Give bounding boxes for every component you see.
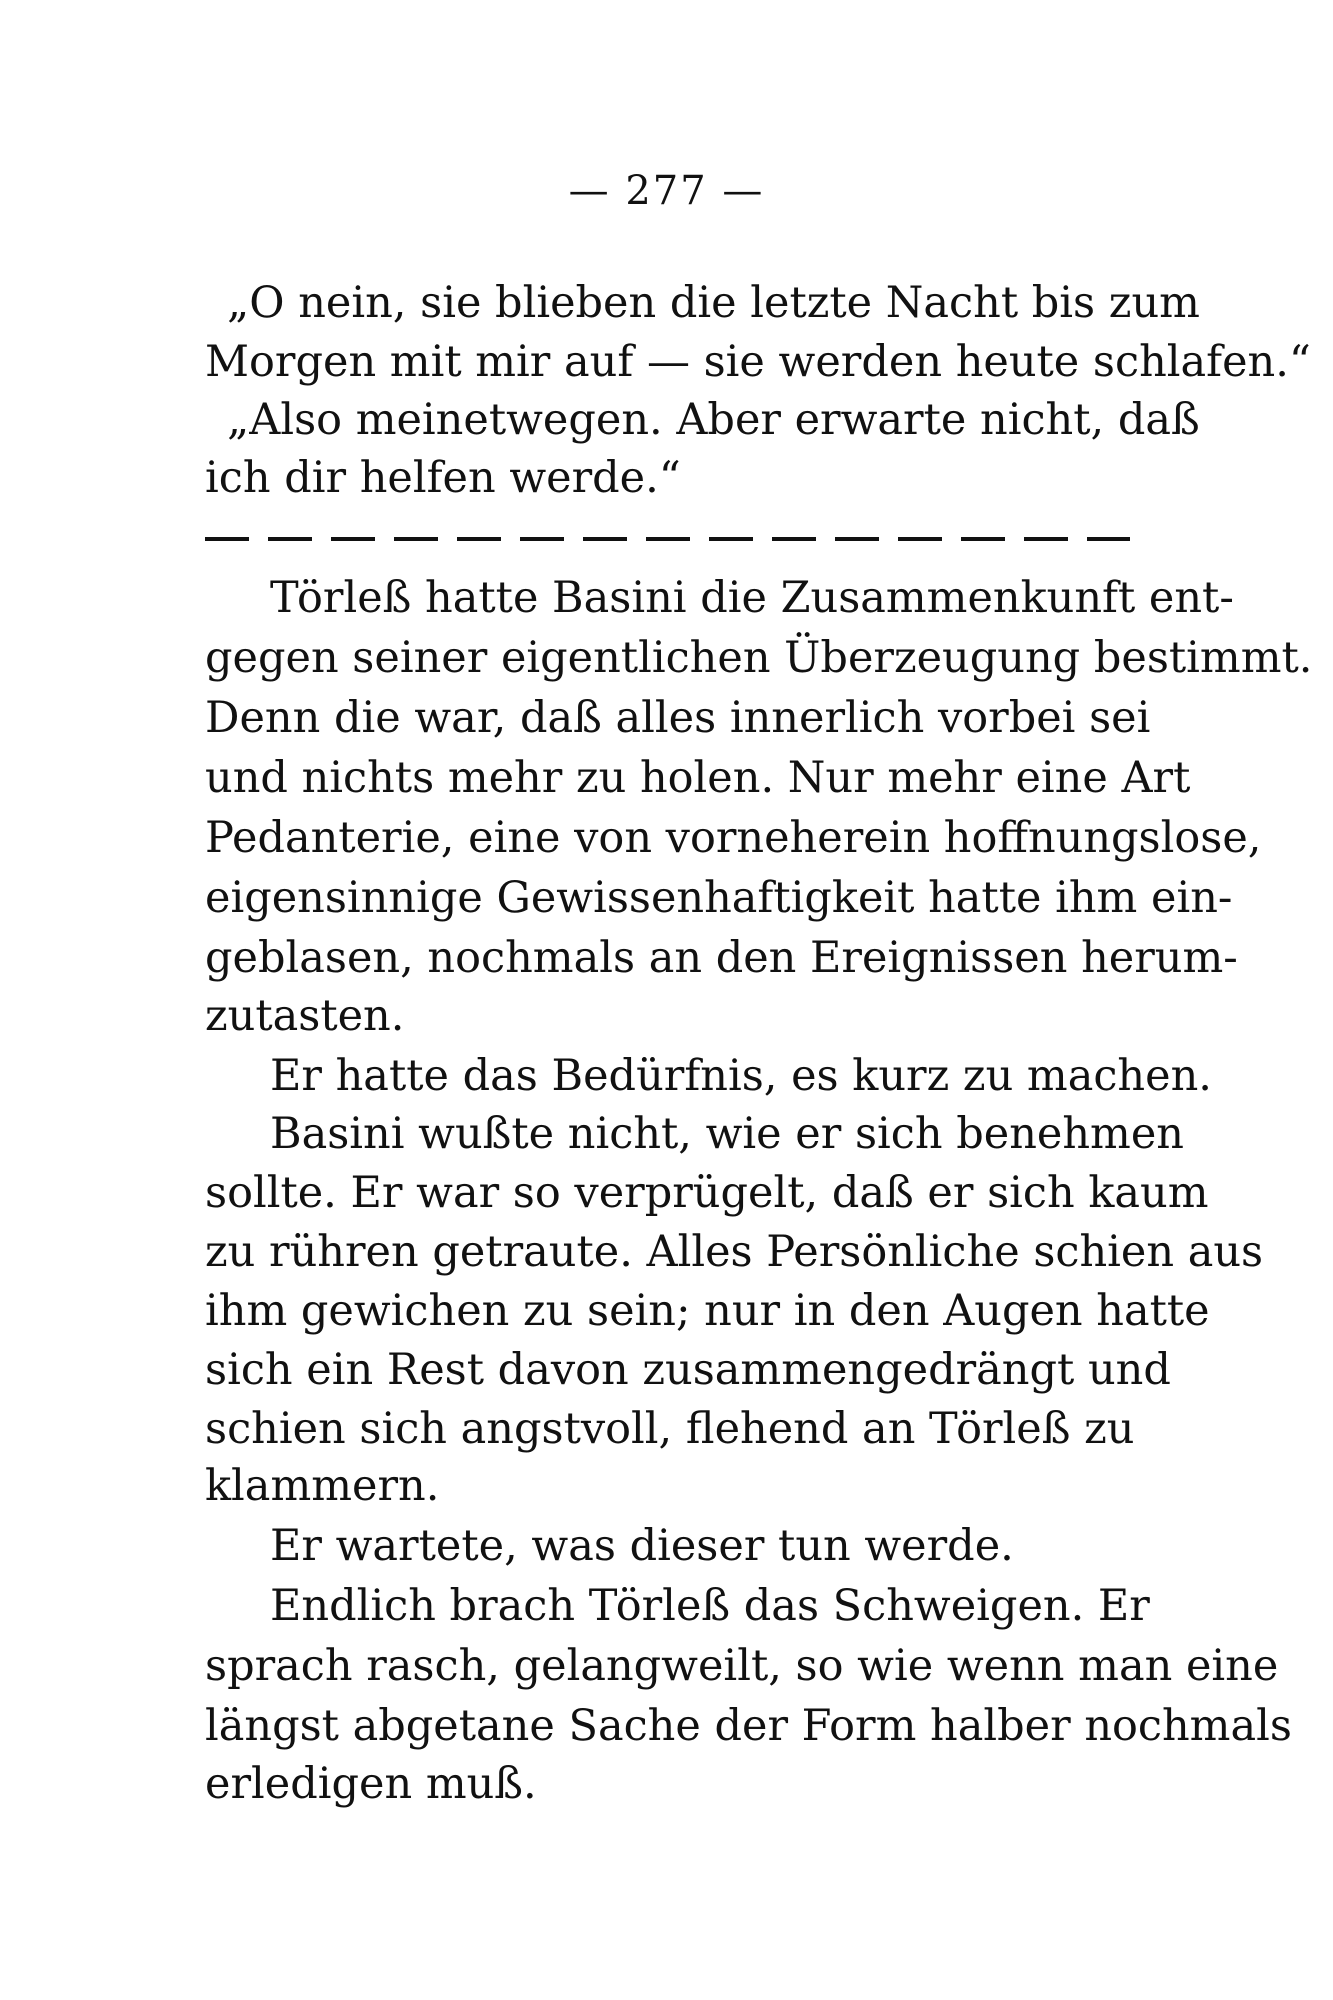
text-line: längst abgetane Sache der Form halber nochmals — [205, 1701, 1292, 1751]
text-line: Denn die war, daß alles innerlich vorbei sei — [205, 693, 1151, 743]
text-line: klammern. — [205, 1461, 440, 1511]
text-line: „O nein, sie blieben die letzte Nacht bis zum — [227, 278, 1200, 328]
text-line: sprach rasch, gelangweilt, so wie wenn man eine — [205, 1641, 1279, 1691]
text-line: sollte. Er war so verprügelt, daß er sich kaum — [205, 1168, 1209, 1218]
text-line: und nichts mehr zu holen. Nur mehr eine Art — [205, 753, 1191, 803]
text-line: sich ein Rest davon zusammengedrängt und — [205, 1345, 1171, 1395]
text-line: geblasen, nochmals an den Ereignissen herum- — [205, 933, 1238, 983]
text-line: zutasten. — [205, 991, 405, 1041]
text-line: gegen seiner eigentlichen Überzeugung bestimmt. — [205, 633, 1313, 683]
text-line: „Also meinetwegen. Aber erwarte nicht, daß — [227, 395, 1200, 445]
text-line: Pedanterie, eine von vorneherein hoffnungslose, — [205, 813, 1262, 863]
text-line: Basini wußte nicht, wie er sich benehmen — [270, 1109, 1184, 1159]
text-line: eigensinnige Gewissenhaftigkeit hatte ihm ein- — [205, 873, 1233, 923]
text-line: Er hatte das Bedürfnis, es kurz zu machen. — [270, 1051, 1212, 1101]
page-number: — 277 — — [568, 168, 765, 214]
text-line: zu rühren getraute. Alles Persönliche schien aus — [205, 1227, 1264, 1277]
text-line: ihm gewichen zu sein; nur in den Augen hatte — [205, 1286, 1210, 1336]
text-line: Er wartete, was dieser tun werde. — [270, 1521, 1014, 1571]
text-line: Endlich brach Törleß das Schweigen. Er — [270, 1581, 1150, 1631]
text-line: ich dir helfen werde.“ — [205, 453, 681, 503]
section-separator — [205, 537, 1130, 541]
text-line: erledigen muß. — [205, 1759, 537, 1809]
text-line: schien sich angstvoll, flehend an Törleß zu — [205, 1404, 1135, 1454]
text-line: Törleß hatte Basini die Zusammenkunft ent- — [270, 573, 1234, 623]
text-line: Morgen mit mir auf — sie werden heute schlafen.“ — [205, 337, 1311, 387]
